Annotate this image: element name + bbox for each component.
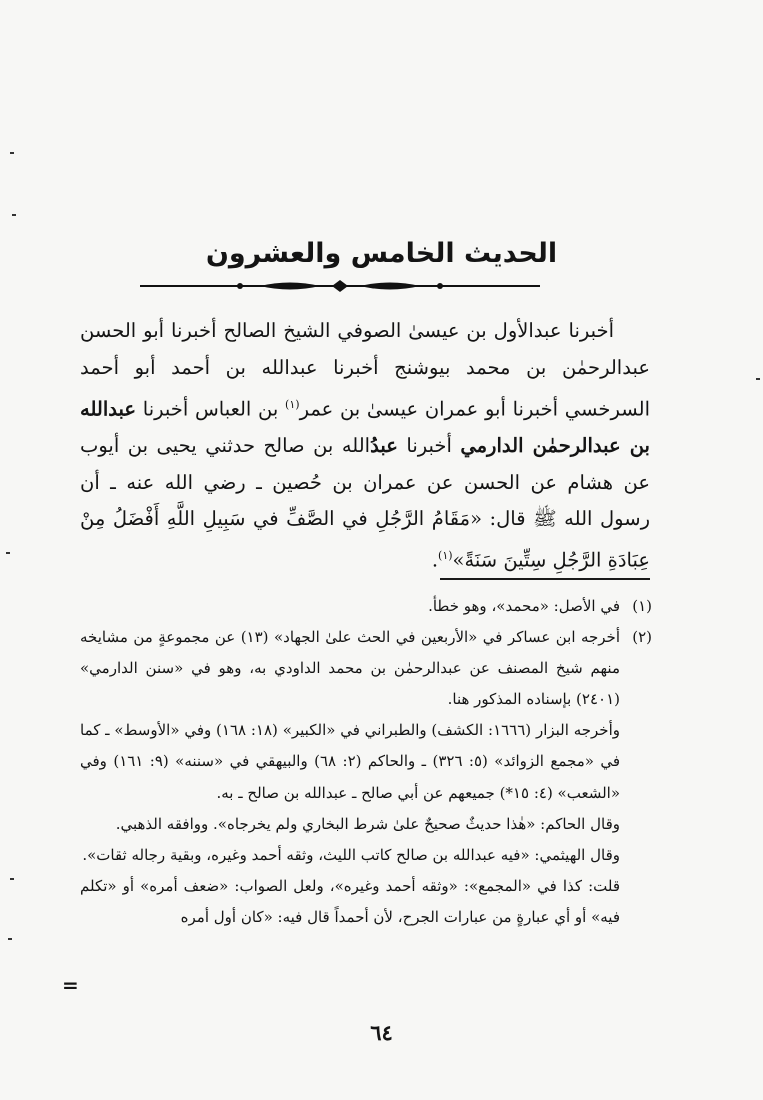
footnote-number: (١): [632, 597, 652, 615]
continuation-mark: =: [62, 973, 79, 997]
matn-text: الله بن صالح حدثني يحيى بن أيوب عن هشام عن الحسن عن عمران بن حُصين ـ رضي الله عنه ـ أن رسول الله ﷺ قال: «مَقَامُ الرَّجُلِ في الصَّفِّ في سَبِيلِ اللَّهِ أَفْضَلُ مِنْ عِبَادَةِ الرَّجُلِ سِتِّينَ سَنَةً»: [80, 433, 650, 572]
footnote-2: [80, 622, 652, 715]
end-punct: .: [431, 548, 439, 572]
margin-mark: [10, 152, 14, 154]
margin-mark: [6, 552, 10, 554]
isnad-text-3: أخبرنا: [397, 433, 461, 457]
footnote-ref-1: (١): [285, 397, 300, 411]
margin-mark: [10, 878, 14, 880]
narrator-name-bold: عبدالله بن عبدالرحمٰن الدارمي: [80, 397, 650, 457]
isnad-text-2: بن العباس أخبرنا: [136, 397, 286, 421]
footnote-1: [80, 591, 652, 622]
footnote-ref-2: (١): [438, 549, 453, 563]
margin-mark: [12, 214, 16, 216]
footnote-separator: [440, 578, 650, 580]
footnote-paragraph: وأخرجه البزار (١٦٦٦: الكشف) والطبراني في «الكبير» (١٨: ١٦٨) وفي «الأوسط» ـ كما في «مجمع الزوائد» (٥: ٣٢٦) ـ والحاكم (٢: ٦٨) والبيهقي في «سننه» (٩: ١٦١) وفي «الشعب» (٤: ١٥*) جميعهم عن أبي صالح ـ عبدالله بن صالح ـ به.: [80, 721, 620, 802]
isnad-text-1: أخبرنا عبدالأول بن عيسىٰ الصوفي الشيخ الصالح أخبرنا أبو الحسن عبدالرحمٰن بن محمد بيوشنج أخبرنا عبدالله بن أحمد أبو أحمد السرخسي أخبرنا أبو عمران عيسىٰ بن عمر: [80, 319, 650, 421]
footnote-paragraph: وقال الهيثمي: «فيه عبدالله بن صالح كاتب الليث، وثقه أحمد وغيره، وبقية رجاله ثقات».: [82, 845, 620, 864]
hadith-text: [80, 313, 650, 580]
page-number: ٦٤: [370, 1020, 393, 1045]
hadith-paragraph: [80, 313, 650, 580]
footnotes: [80, 591, 652, 933]
footnote-number: (٢): [632, 628, 652, 647]
footnote-paragraph: وقال الحاكم: «هٰذا حديثٌ صحيحٌ علىٰ شرط البخاري ولم يخرجاه». ووافقه الذهبي.: [115, 814, 620, 833]
margin-mark: [8, 938, 12, 940]
footnote-text: أخرجه ابن عساكر في «الأربعين في الحث علىٰ الجهاد» (١٣) عن مجموعةٍ من مشايخه منهم شيخ المصنف عن عبدالرحمٰن بن محمد الداودي به، وهو في «سنن الدارمي» (٢٤٠١) بإسناده المذكور هنا.: [80, 628, 620, 709]
footnote-paragraph: قلت: كذا في «المجمع»: «وثقه أحمد وغيره»، ولعل الصواب: «ضعف أمره» أو «تكلم فيه» أو أي عبارةٍ من عبارات الجرح، لأن أحمداً قال فيه: «كان أول أمره: [80, 876, 620, 926]
margin-mark: [756, 378, 760, 380]
title-ornament-divider: [140, 278, 540, 294]
narrator-name-bold-2: عبدُ: [370, 433, 398, 457]
footnote-text: في الأصل: «محمد»، وهو خطأ.: [428, 597, 620, 615]
chapter-title: الحديث الخامس والعشرون: [205, 238, 558, 270]
